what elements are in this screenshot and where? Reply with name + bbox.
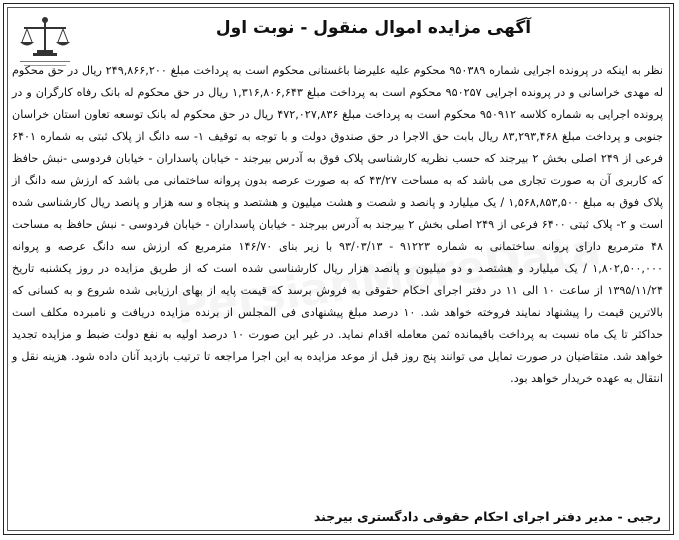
auction-notice — [3, 3, 674, 535]
notice-title: آگهی مزایده اموال منقول - نوبت اول — [215, 18, 532, 38]
notice-signature: رجبی - مدیر دفتر اجرای احکام حقوقی دادگستری بیرجند — [313, 509, 661, 524]
notice-body: نظر به اینکه در پرونده اجرایی شماره ۹۵۰۳۸۹ محکوم علیه علیرضا باغستانی محکوم است به پرداخت مبلغ ۲۴۹,۸۶۶,۲۰۰ ریال در حق محکوم له مهدی خراسانی و در پرونده اجرایی ۹۵۰۲۵۷ محکوم است به پرداخت مبلغ ۱,۳۱۶,۸۰۶,۶۴۳ ریال در حق محکوم له بانک رفاه کارگران و در پرونده اجرایی به شماره کلاسه ۹۵۰۹۱۲ محکوم است به پرداخت مبلغ ۴۷۲,۰۲۷,۸۳۶ ریال در حق محکوم له بانک توسعه تعاون استان خراسان جنوبی و پرداخت مبلغ ۸۳,۲۹۳,۴۶۸ ریال بابت حق الاجرا در حق صندوق دولت و با توجه به توقیف ۱- سه دانگ از پلاک ثبتی به شماره ۶۴۰۱ فرعی از ۲۴۹ اصلی بخش ۲ بیرجند که حسب نظریه کارشناسی پلاک فوق به آدرس بیرجند - خیابان پاسداران - خیابان فردوسی -نبش حافظ که کاربری آن به صورت تجاری می باشد که به مساحت ۴۳/۲۷ که به صورت عرصه بدون پروانه ساختمانی می باشد که ارزش سه دانگ از پلاک فوق به مبلغ ۱,۵۶۸,۸۵۳,۵۰۰ / یک میلیارد و پانصد و شصت و هشت میلیون و هشتصد و پنجاه و سه هزار و پانصد ریال کارشناسی شده است و ۲- پلاک ثبتی ۶۴۰۰ فرعی از ۲۴۹ اصلی بخش ۲ بیرجند به آدرس بیرجند - خیابان پاسداران - خیابان فردوسی - نبش حافظ به مساحت ۴۸ مترمربع دارای پروانه ساختمانی به شماره ۹۱۲۲۳ - ۹۳/۰۳/۱۳ با زیر بنای ۱۴۶/۷۰ مترمربع که ارزش سه دانگ عرصه و پروانه ۱,۸۰۲,۵۰۰,۰۰۰ / یک میلیارد و هشتصد و دو میلیون و پانصد هزار ریال کارشناسی شده است که از طریق مزایده در روز یکشنبه تاریخ ۱۳۹۵/۱۱/۲۴ از ساعت ۱۰ الی ۱۱ در دفتر اجرای احکام حقوقی به فروش برسد که قیمت پایه از بهای ارزیابی شده شروع و به کسانی که بالاترین قیمت را پیشنهاد نمایند فروخته خواهد شد. ۱۰ درصد مبلغ پیشنهادی فی المجلس از برنده مزایده دریافت و نامبرده مکلف است حداکثر تا یک ماه نسبت به پرداخت باقیمانده ثمن معامله اقدام نماید. در غیر این صورت ۱۰ درصد اولیه به نفع دولت ضبط و مزایده تجدید خواهد شد. متقاضیان در صورت تمایل می توانند پنج روز قبل از موعد مزایده به این اجرا مراجعه تا ترتیب بازدید آنان داده شود. هزینه نقل و انتقال به عهده خریدار خواهد بود. — [12, 64, 664, 385]
